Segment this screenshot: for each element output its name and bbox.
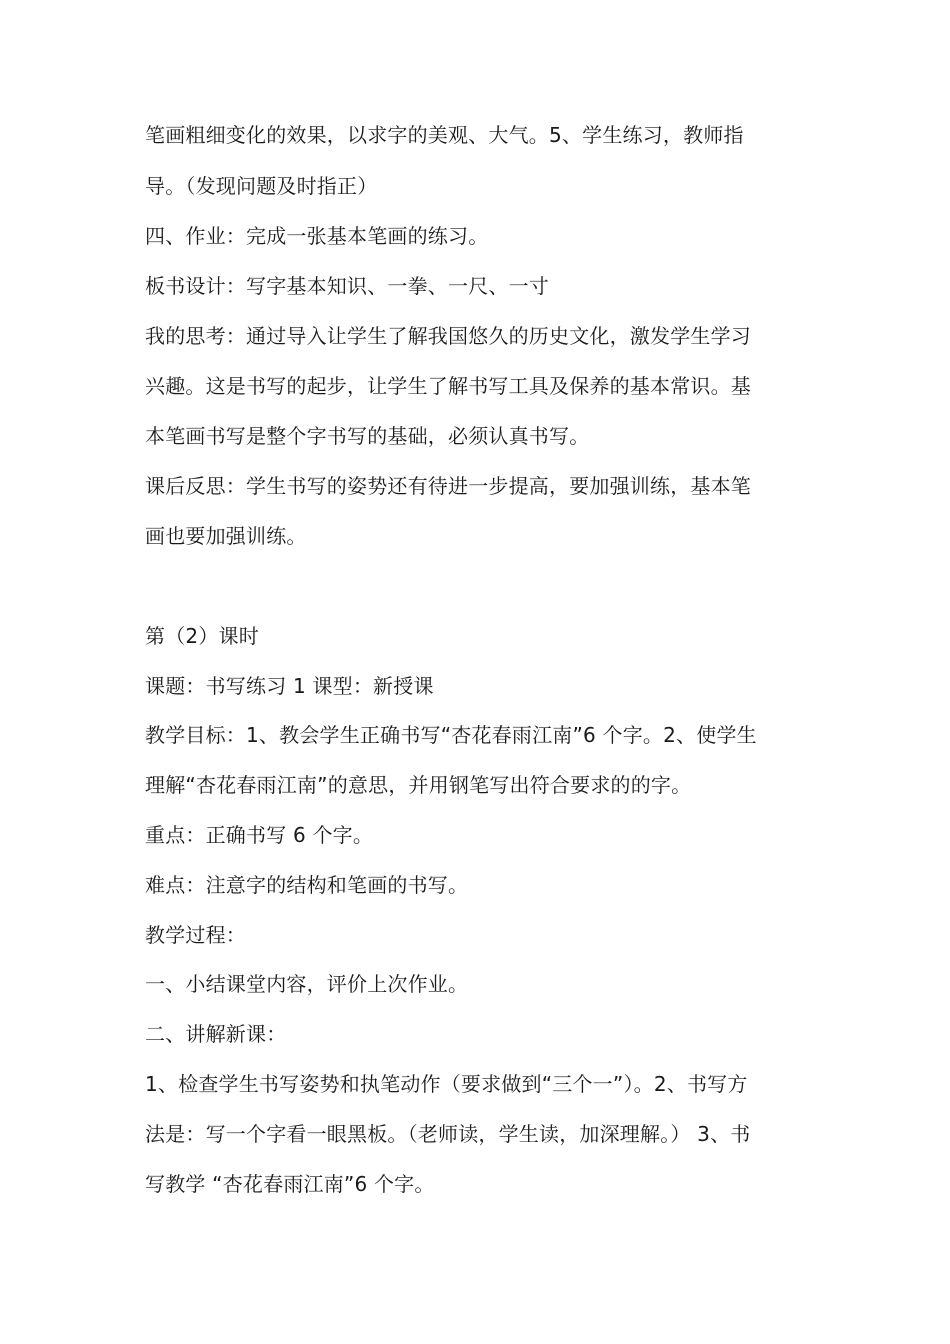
text-line: 教学过程： bbox=[145, 923, 246, 947]
text-line: 四、作业：完成一张基本笔画的练习。 bbox=[145, 224, 489, 248]
text-line: 课题：书写练习 1 课型：新授课 bbox=[145, 674, 434, 698]
text-line: 1、检查学生书写姿势和执笔动作（要求做到“三个一”）。2、书写方 bbox=[145, 1072, 748, 1096]
text-line: 课后反思：学生书写的姿势还有待进一步提高，要加强训练，基本笔 bbox=[145, 474, 751, 498]
text-line: 教学目标：1、教会学生正确书写“杏花春雨江南”6 个字。2、使学生 bbox=[145, 723, 757, 747]
text-line: 重点：正确书写 6 个字。 bbox=[145, 823, 374, 847]
text-line: 理解“杏花春雨江南”的意思，并用钢笔写出符合要求的的字。 bbox=[145, 773, 692, 797]
text-line: 兴趣。这是书写的起步，让学生了解书写工具及保养的基本常识。基 bbox=[145, 374, 751, 398]
text-line: 我的思考：通过导入让学生了解我国悠久的历史文化，激发学生学习 bbox=[145, 324, 751, 348]
text-line: 二、讲解新课： bbox=[145, 1022, 287, 1046]
text-line: 本笔画书写是整个字书写的基础，必须认真书写。 bbox=[145, 424, 590, 448]
section-heading: 第（2）课时 bbox=[145, 624, 259, 648]
text-line: 写教学 “杏花春雨江南”6 个字。 bbox=[145, 1172, 435, 1196]
text-line: 板书设计：写字基本知识、一拳、一尺、一寸 bbox=[145, 274, 549, 298]
text-line: 画也要加强训练。 bbox=[145, 524, 307, 548]
text-line: 一、小结课堂内容，评价上次作业。 bbox=[145, 972, 469, 996]
text-line: 难点：注意字的结构和笔画的书写。 bbox=[145, 873, 469, 897]
text-line: 法是：写一个字看一眼黑板。（老师读，学生读，加深理解。） 3、书 bbox=[145, 1122, 751, 1146]
text-line: 笔画粗细变化的效果，以求字的美观、大气。5、学生练习，教师指 bbox=[145, 123, 744, 147]
text-line: 导。（发现问题及时指正） bbox=[145, 174, 378, 198]
